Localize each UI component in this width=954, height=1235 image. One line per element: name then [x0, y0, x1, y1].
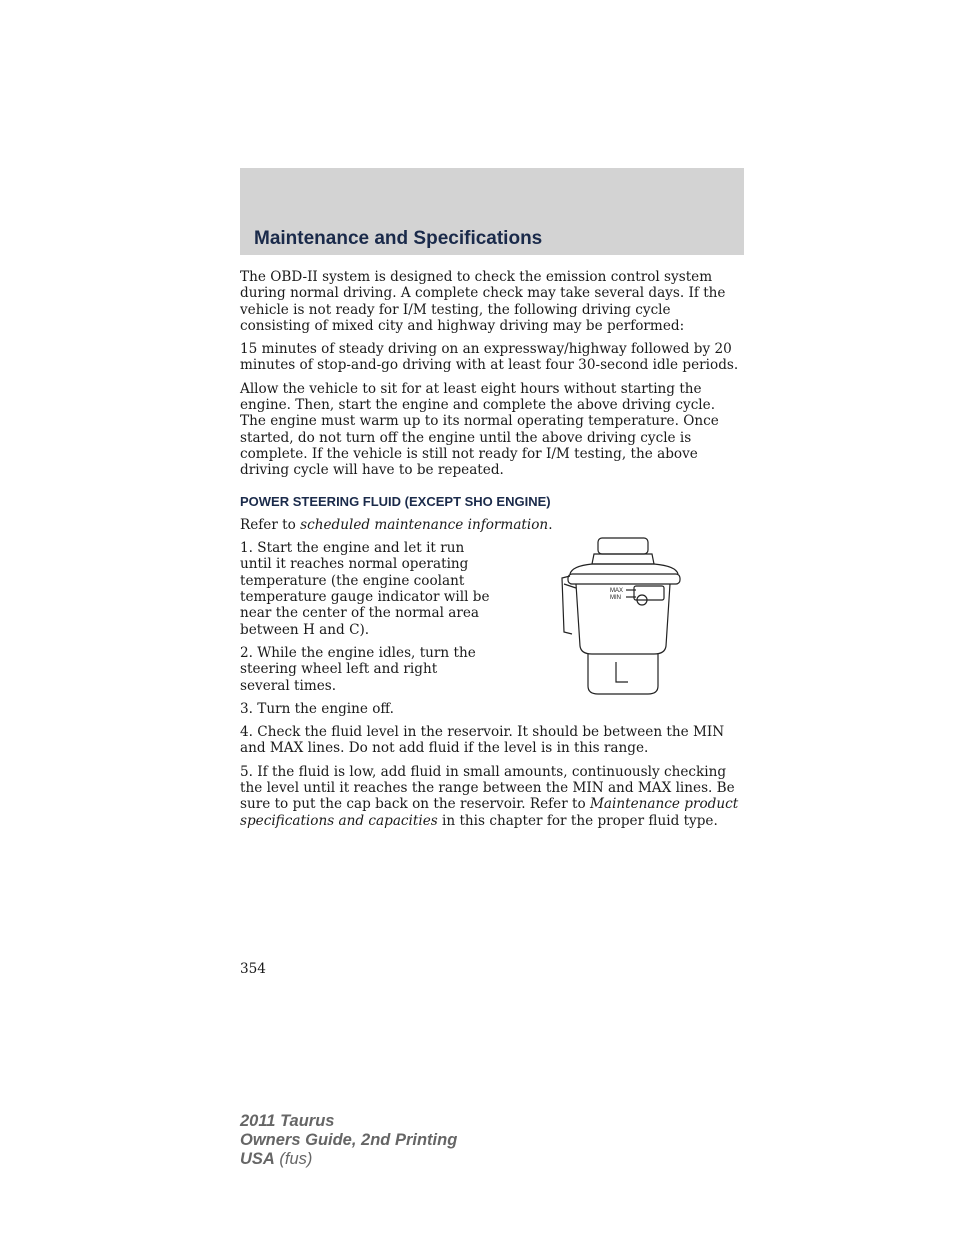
- max-label: MAX: [610, 588, 624, 595]
- page-content: [240, 269, 744, 836]
- step-5-suffix: in this chapter for the proper fluid type.: [437, 812, 718, 829]
- reservoir-illustration: [558, 536, 688, 696]
- min-label: MIN: [610, 595, 621, 602]
- footer-region-code: (fus): [274, 1150, 313, 1168]
- intro-paragraph-1: The OBD-II system is designed to check the emission control system during normal driving. A complete check may take several days. If the vehicle is not ready for I/M testing, the following driving cycle consisting of mixed city and highway driving may be performed:: [240, 269, 726, 334]
- section-header-band: [240, 168, 744, 255]
- step-2: 2. While the engine idles, turn the steering wheel left and right several times.: [240, 644, 476, 694]
- page-number: 354: [240, 961, 266, 977]
- steps-with-figure: [240, 540, 744, 694]
- refer-link: scheduled maintenance information: [300, 516, 549, 533]
- steps-column: [240, 540, 490, 694]
- footer-region: USA: [240, 1150, 275, 1168]
- footer-line-3: [240, 1150, 457, 1169]
- step-5: [240, 764, 744, 829]
- page-title: Maintenance and Specifications: [254, 228, 543, 249]
- step-4: 4. Check the fluid level in the reservoir. It should be between the MIN and MAX lines. Do not add fluid if the level is in this range.: [240, 724, 725, 757]
- step-5-prefix: 5. If the fluid is low, add fluid in small amounts, continuously checking the level until it reaches the range between the MIN and MAX lines. Be sure to put the cap back on the reservoir. Refer to: [240, 763, 735, 813]
- refer-prefix: Refer to: [240, 516, 301, 533]
- intro-paragraph-2: 15 minutes of steady driving on an expressway/highway followed by 20 minutes of stop-and-go driving with at least four 30-second idle periods.: [240, 341, 739, 374]
- footer: [240, 1112, 457, 1169]
- step-5-link: Maintenance product specifications and capacities: [240, 796, 739, 829]
- refer-suffix: .: [548, 516, 553, 533]
- intro-paragraph-3: Allow the vehicle to sit for at least eight hours without starting the engine. Then, start the engine and complete the above driving cycle. The engine must warm up to its normal operating temperature. Once started, do not turn off the engine until the above driving cycle is complete. If the vehicle is still not ready for I/M testing, the above driving cycle will have to be repeated.: [240, 380, 719, 479]
- step-3: 3. Turn the engine off.: [240, 700, 394, 717]
- footer-line-1: 2011 Taurus: [240, 1112, 335, 1130]
- footer-line-2: Owners Guide, 2nd Printing: [240, 1131, 458, 1149]
- step-1: 1. Start the engine and let it run until it reaches normal operating temperature (the engine coolant temperature gauge indicator will be near the center of the normal area between H and C).: [240, 540, 490, 638]
- section-heading: POWER STEERING FLUID (EXCEPT SHO ENGINE): [240, 493, 551, 509]
- refer-paragraph: [240, 517, 744, 533]
